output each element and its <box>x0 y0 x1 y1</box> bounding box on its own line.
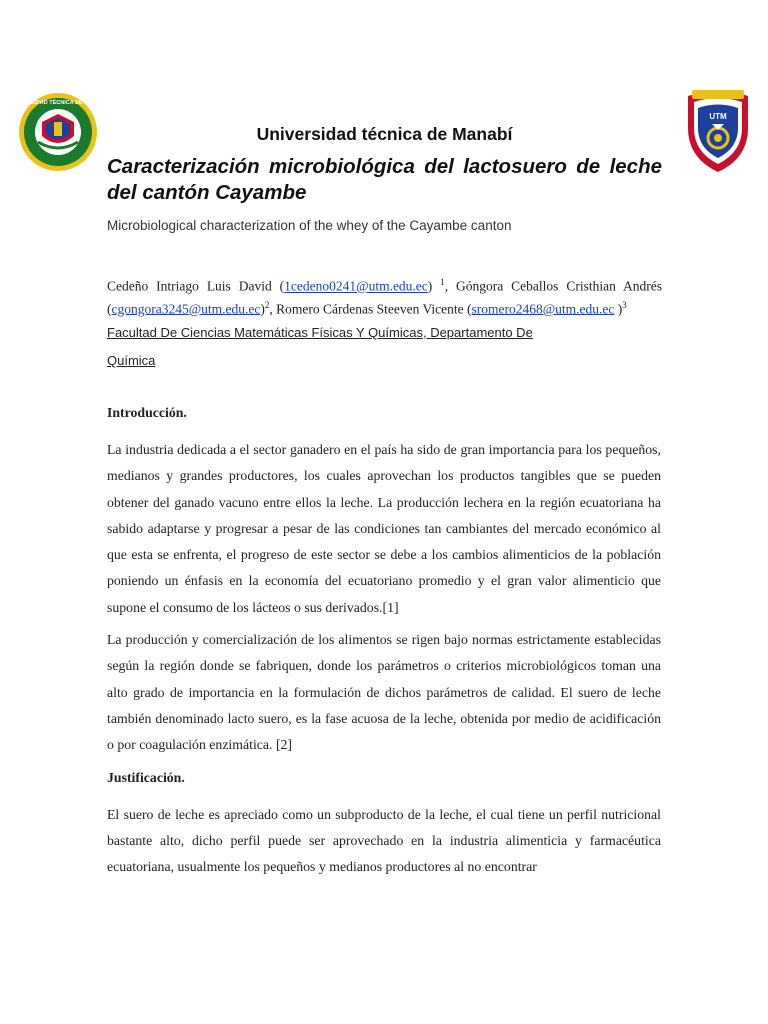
faculty-affiliation <box>107 319 662 375</box>
introduction-paragraph-1: La industria dedicada a el sector ganadero en el país ha sido de gran importancia para los pequeños, medianos y grandes productores, los cuales aprovechan los productos tangibles que se pueden obtener del ganado vacuno entre ellos la leche. La producción lechera en la región ecuatoriana ha sabido adaptarse y progresar a pesar de las condiciones tan cambiantes del mercado económico al que esta se enfrenta, el progreso de este sector se debe a los cambios alimenticios de la población poniendo un énfasis en la economía del ecuatoriano promedio y el gran valor alimenticio que supone el consumo de los lácteos o sus derivados.[1] <box>107 442 661 615</box>
author-1-affiliation: 1 <box>440 277 445 287</box>
author-3-close: ) <box>614 301 623 316</box>
author-1-close: ) <box>427 278 441 294</box>
author-2-email-link[interactable]: cgongora3245@utm.edu.ec <box>111 301 261 316</box>
author-2-name: , Góngora Ceballos Cristhian Andrés ( <box>107 278 662 316</box>
introduction-heading: Introducción. <box>107 405 187 420</box>
introduction-paragraph-2: La producción y comercialización de los alimentos se rigen bajo normas estrictamente establecidas según la región donde se fabriquen, donde los parámetros o criterios microbiológicos toman una alto grado de importancia en la formulación de dichos parámetros de calidad. El suero de leche también denominado lacto suero, es la fase acuosa de la leche, obtenida por medio de acidificación o por coagulación enzimática. [2] <box>107 632 661 753</box>
author-1-name: Cedeño Intriago Luis David ( <box>107 278 285 294</box>
author-2-close: ) <box>260 301 265 316</box>
justification-heading: Justificación. <box>107 769 185 785</box>
justification-paragraph-1: El suero de leche es apreciado como un subproducto de la leche, el cual tiene un perfil nutricional bastante alto, dicho perfil puede ser aprovechado en la industria alimenticia y farmacéutica ecuatoriana, usualmente los pequeños y medianos productores al no encontrar <box>107 806 661 875</box>
paper-subtitle: Microbiological characterization of the whey of the Cayambe canton <box>107 218 512 233</box>
author-3-name: , Romero Cárdenas Steeven Vicente ( <box>269 301 472 316</box>
author-list <box>107 273 662 318</box>
university-name: Universidad técnica de Manabí <box>256 124 513 144</box>
faculty-line-1: Facultad De Ciencias Matemáticas Físicas Y Químicas, Departamento De <box>107 325 533 340</box>
university-seal-logo <box>9 92 107 172</box>
shield-text: UTM <box>709 112 727 121</box>
utm-shield-logo <box>682 88 754 174</box>
paper-title: Caracterización microbiológica del lactosuero de leche del cantón Cayambe <box>107 155 662 204</box>
paper-body <box>107 400 661 886</box>
author-3-affiliation: 3 <box>622 299 627 310</box>
seal-text: UNIVERSIDAD TÉCNICA DE MANABÍ <box>9 100 107 106</box>
faculty-line-2: Química <box>107 353 156 368</box>
author-3-email-link[interactable]: sromero2468@utm.edu.ec <box>471 301 615 316</box>
author-1-email-link[interactable]: 1cedeno0241@utm.edu.ec <box>284 278 428 294</box>
author-2-affiliation: 2 <box>264 299 270 310</box>
